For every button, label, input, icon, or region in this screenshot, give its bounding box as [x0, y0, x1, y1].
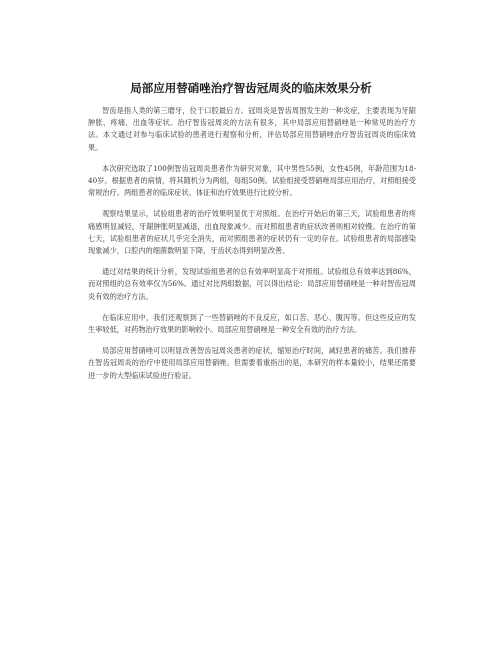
document-title: 局部应用替硝唑治疗智齿冠周炎的临床效果分析	[130, 81, 372, 95]
paragraph-methods: 本次研究选取了100例智齿冠周炎患者作为研究对象，其中男性55例，女性45例，年龄范围为18-40岁。根据患者的病情，将其随机分为两组，每组50例。试验组接受替硝唑局部应用治疗，对照组接受常规治疗。两组患者的临床症状、体征和治疗效果进行比较分析。	[88, 163, 416, 198]
paragraph-intro: 智齿是指人类的第三磨牙，位于口腔最后方。冠周炎是智齿周围发生的一种炎症，主要表现为牙龈肿胀、疼痛、出血等症状。治疗智齿冠周炎的方法有很多，其中局部应用替硝唑是一种常见的治疗方法。本文通过对参与临床试验的患者进行观察和分析，评估局部应用替硝唑治疗智齿冠周炎的临床效果。	[88, 106, 416, 152]
paragraph-adverse-reactions: 在临床应用中，我们还观察到了一些替硝唑的不良反应，如口苦、恶心、腹泻等。但这些反应的发生率较低，对药物治疗效果的影响较小。局部应用替硝唑是一种安全有效的治疗方法。	[88, 312, 416, 335]
paragraph-statistics: 通过对结果的统计分析，发现试验组患者的总有效率明显高于对照组。试验组总有效率达到86%，而对照组的总有效率仅为56%。通过对比两组数据，可以得出结论：局部应用替硝唑是一种对智齿冠周炎有效的治疗方法。	[88, 267, 416, 301]
paragraph-observations: 观察结果显示，试验组患者的治疗效果明显优于对照组。在治疗开始后的第三天，试验组患者的疼痛感明显减轻，牙龈肿胀明显减退，出血现象减少。而对照组患者的症状改善则相对较慢。在治疗的第七天，试验组患者的症状几乎完全消失，而对照组患者的症状仍有一定的存在。试验组患者的局部感染现象减少，口腔内的细菌数明显下降，牙齿状态得到明显改善。	[88, 209, 416, 256]
paragraph-conclusion: 局部应用替硝唑可以明显改善智齿冠周炎患者的症状，缩短治疗时间，减轻患者的痛苦。我们推荐在智齿冠周炎的治疗中使用局部应用替硝唑。但需要着重指出的是，本研究的样本量较小，结果还需要进一步的大型临床试验进行验证。	[88, 346, 416, 380]
document-body	[88, 105, 416, 391]
